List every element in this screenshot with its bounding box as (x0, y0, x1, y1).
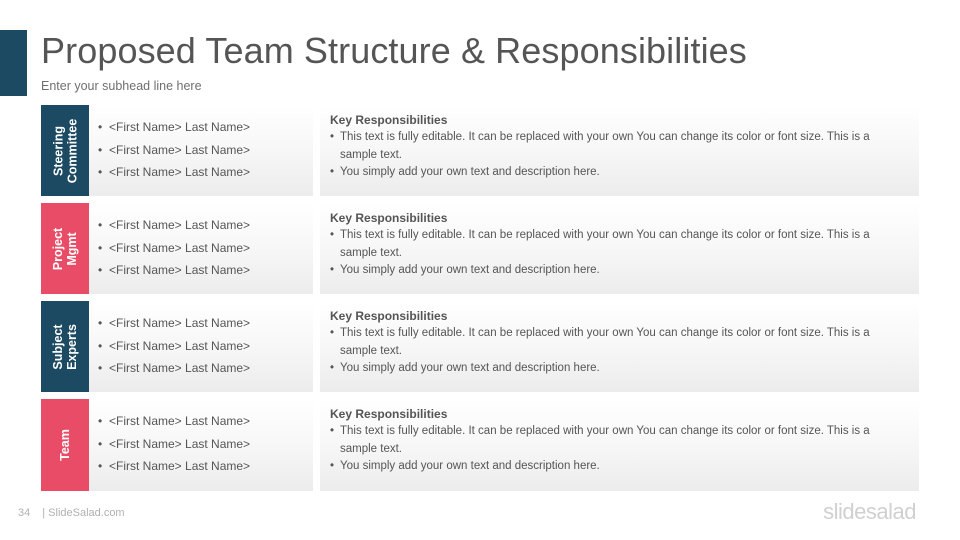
responsibilities-heading: Key Responsibilities (330, 211, 448, 225)
member-name: • <First Name> Last Name> (98, 459, 313, 482)
member-name: • <First Name> Last Name> (98, 218, 313, 241)
responsibilities-panel (320, 203, 919, 294)
responsibilities-list (330, 129, 907, 182)
responsibilities-list (330, 227, 907, 280)
responsibilities-heading: Key Responsibilities (330, 113, 448, 127)
member-name: • <First Name> Last Name> (98, 339, 313, 362)
responsibility-item: • You simply add your own text and description here. (330, 262, 907, 280)
row-label-line1: Steering (51, 125, 65, 176)
member-name: • <First Name> Last Name> (98, 437, 313, 460)
responsibilities-heading: Key Responsibilities (330, 309, 448, 323)
responsibility-item: • You simply add your own text and description here. (330, 360, 907, 378)
row-label-tag (41, 399, 89, 491)
responsibilities-list (330, 325, 907, 378)
row-label-line2: Mgmt (64, 231, 79, 266)
brand-logo: slidesalad (823, 499, 916, 524)
team-row-subject-experts (41, 301, 919, 392)
responsibilities-heading: Key Responsibilities (330, 407, 448, 421)
row-label-text (51, 227, 79, 269)
row-label-tag (41, 105, 89, 196)
responsibility-item: • This text is fully editable. It can be replaced with your own You can change its color or font size. This is a sample text. (330, 227, 907, 262)
member-names-list (89, 105, 313, 188)
row-label-tag (41, 203, 89, 294)
slide-subtitle: Enter your subhead line here (41, 79, 202, 93)
member-name: • <First Name> Last Name> (98, 143, 313, 166)
row-label-text (58, 429, 72, 461)
row-label-line2: Committee (65, 118, 79, 183)
responsibilities-panel (320, 399, 919, 491)
member-names-panel (89, 105, 313, 196)
member-name: • <First Name> Last Name> (98, 120, 313, 143)
row-label-line2: Experts (64, 323, 79, 370)
member-names-panel (89, 301, 313, 392)
member-names-list (89, 399, 313, 482)
row-label-tag (41, 301, 89, 392)
team-structure-table (41, 105, 919, 498)
member-names-panel (89, 203, 313, 294)
row-label-line1: Project (50, 227, 65, 270)
member-names-panel (89, 399, 313, 491)
row-label-text (51, 118, 79, 183)
row-label-line1: Subject (50, 323, 65, 370)
responsibility-item: • This text is fully editable. It can be replaced with your own You can change its color or font size. This is a sample text. (330, 129, 907, 164)
responsibility-item: • This text is fully editable. It can be replaced with your own You can change its color or font size. This is a sample text. (330, 325, 907, 360)
slide-footer (18, 507, 125, 519)
member-name: • <First Name> Last Name> (98, 263, 313, 286)
row-label-line1: Team (57, 429, 72, 461)
member-names-list (89, 203, 313, 286)
team-row-project-mgmt (41, 203, 919, 294)
member-name: • <First Name> Last Name> (98, 241, 313, 264)
responsibility-item: • You simply add your own text and description here. (330, 458, 907, 476)
slide-title: Proposed Team Structure & Responsibilities (41, 30, 747, 71)
responsibilities-list (330, 423, 907, 476)
member-name: • <First Name> Last Name> (98, 414, 313, 437)
responsibility-item: • This text is fully editable. It can be replaced with your own You can change its color or font size. This is a sample text. (330, 423, 907, 458)
member-name: • <First Name> Last Name> (98, 316, 313, 339)
team-row-team (41, 399, 919, 491)
page-number: 34 (18, 507, 31, 519)
row-label-text (51, 324, 79, 370)
footer-source: | SlideSalad.com (42, 507, 125, 519)
member-name: • <First Name> Last Name> (98, 361, 313, 384)
responsibility-item: • You simply add your own text and description here. (330, 164, 907, 182)
responsibilities-panel (320, 301, 919, 392)
member-name: • <First Name> Last Name> (98, 165, 313, 188)
title-accent-bar (0, 30, 27, 96)
member-names-list (89, 301, 313, 384)
team-row-steering-committee (41, 105, 919, 196)
responsibilities-panel (320, 105, 919, 196)
